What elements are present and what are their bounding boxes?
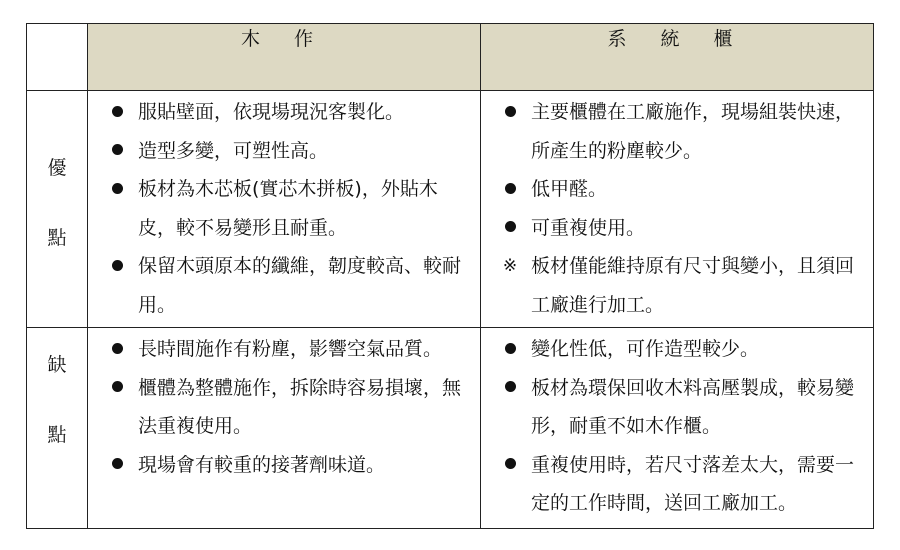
pros-woodwork-list	[88, 91, 480, 324]
pros-system-cell	[481, 91, 874, 328]
list-item: 現場會有較重的接著劑味道。	[96, 446, 474, 485]
corner-cell	[27, 24, 88, 91]
list-item: 可重複使用。	[489, 209, 867, 248]
header-woodwork: 木 作	[88, 24, 481, 91]
bullet-icon	[102, 369, 132, 408]
list-item: 櫃體為整體施作，拆除時容易損壞，無法重複使用。	[96, 369, 474, 446]
pros-woodwork-cell	[88, 91, 481, 328]
bullet-icon	[495, 369, 525, 408]
reference-mark-icon: ※	[502, 256, 518, 277]
bullet-icon	[495, 330, 525, 369]
list-item: 造型多變，可塑性高。	[96, 132, 474, 171]
list-item: ※ 板材僅能維持原有尺寸與變小，且須回工廠進行加工。	[489, 247, 867, 324]
bullet-icon	[495, 93, 525, 132]
pros-row	[27, 91, 874, 328]
list-item: 保留木頭原本的纖維，韌度較高、較耐用。	[96, 247, 474, 324]
bullet-icon	[102, 93, 132, 132]
cons-woodwork-list	[88, 328, 480, 484]
list-item: 重複使用時，若尺寸落差太大，需要一定的工作時間，送回工廠加工。	[489, 446, 867, 523]
list-item: 主要櫃體在工廠施作，現場組裝快速，所產生的粉塵較少。	[489, 93, 867, 170]
bullet-icon	[495, 446, 525, 485]
list-item: 服貼壁面，依現場現況客製化。	[96, 93, 474, 132]
bullet-icon	[102, 170, 132, 209]
list-item: 板材為環保回收木料高壓製成，較易變形，耐重不如木作櫃。	[489, 369, 867, 446]
cons-system-list	[481, 328, 873, 523]
header-row	[27, 24, 874, 91]
bullet-icon	[495, 170, 525, 209]
pros-system-list	[481, 91, 873, 324]
cons-system-cell	[481, 328, 874, 529]
bullet-icon	[102, 132, 132, 171]
bullet-icon	[102, 247, 132, 286]
pros-label: 優 點	[27, 91, 88, 328]
list-item: 長時間施作有粉塵，影響空氣品質。	[96, 330, 474, 369]
bullet-icon	[102, 446, 132, 485]
bullet-icon	[495, 209, 525, 248]
comparison-table	[26, 23, 874, 529]
cons-row	[27, 328, 874, 529]
list-item: 變化性低，可作造型較少。	[489, 330, 867, 369]
cons-woodwork-cell	[88, 328, 481, 529]
list-item: 低甲醛。	[489, 170, 867, 209]
cons-label: 缺 點	[27, 328, 88, 529]
list-item: 板材為木芯板(實芯木拼板)，外貼木皮，較不易變形且耐重。	[96, 170, 474, 247]
bullet-icon	[102, 330, 132, 369]
header-system-cabinet: 系 統 櫃	[481, 24, 874, 91]
